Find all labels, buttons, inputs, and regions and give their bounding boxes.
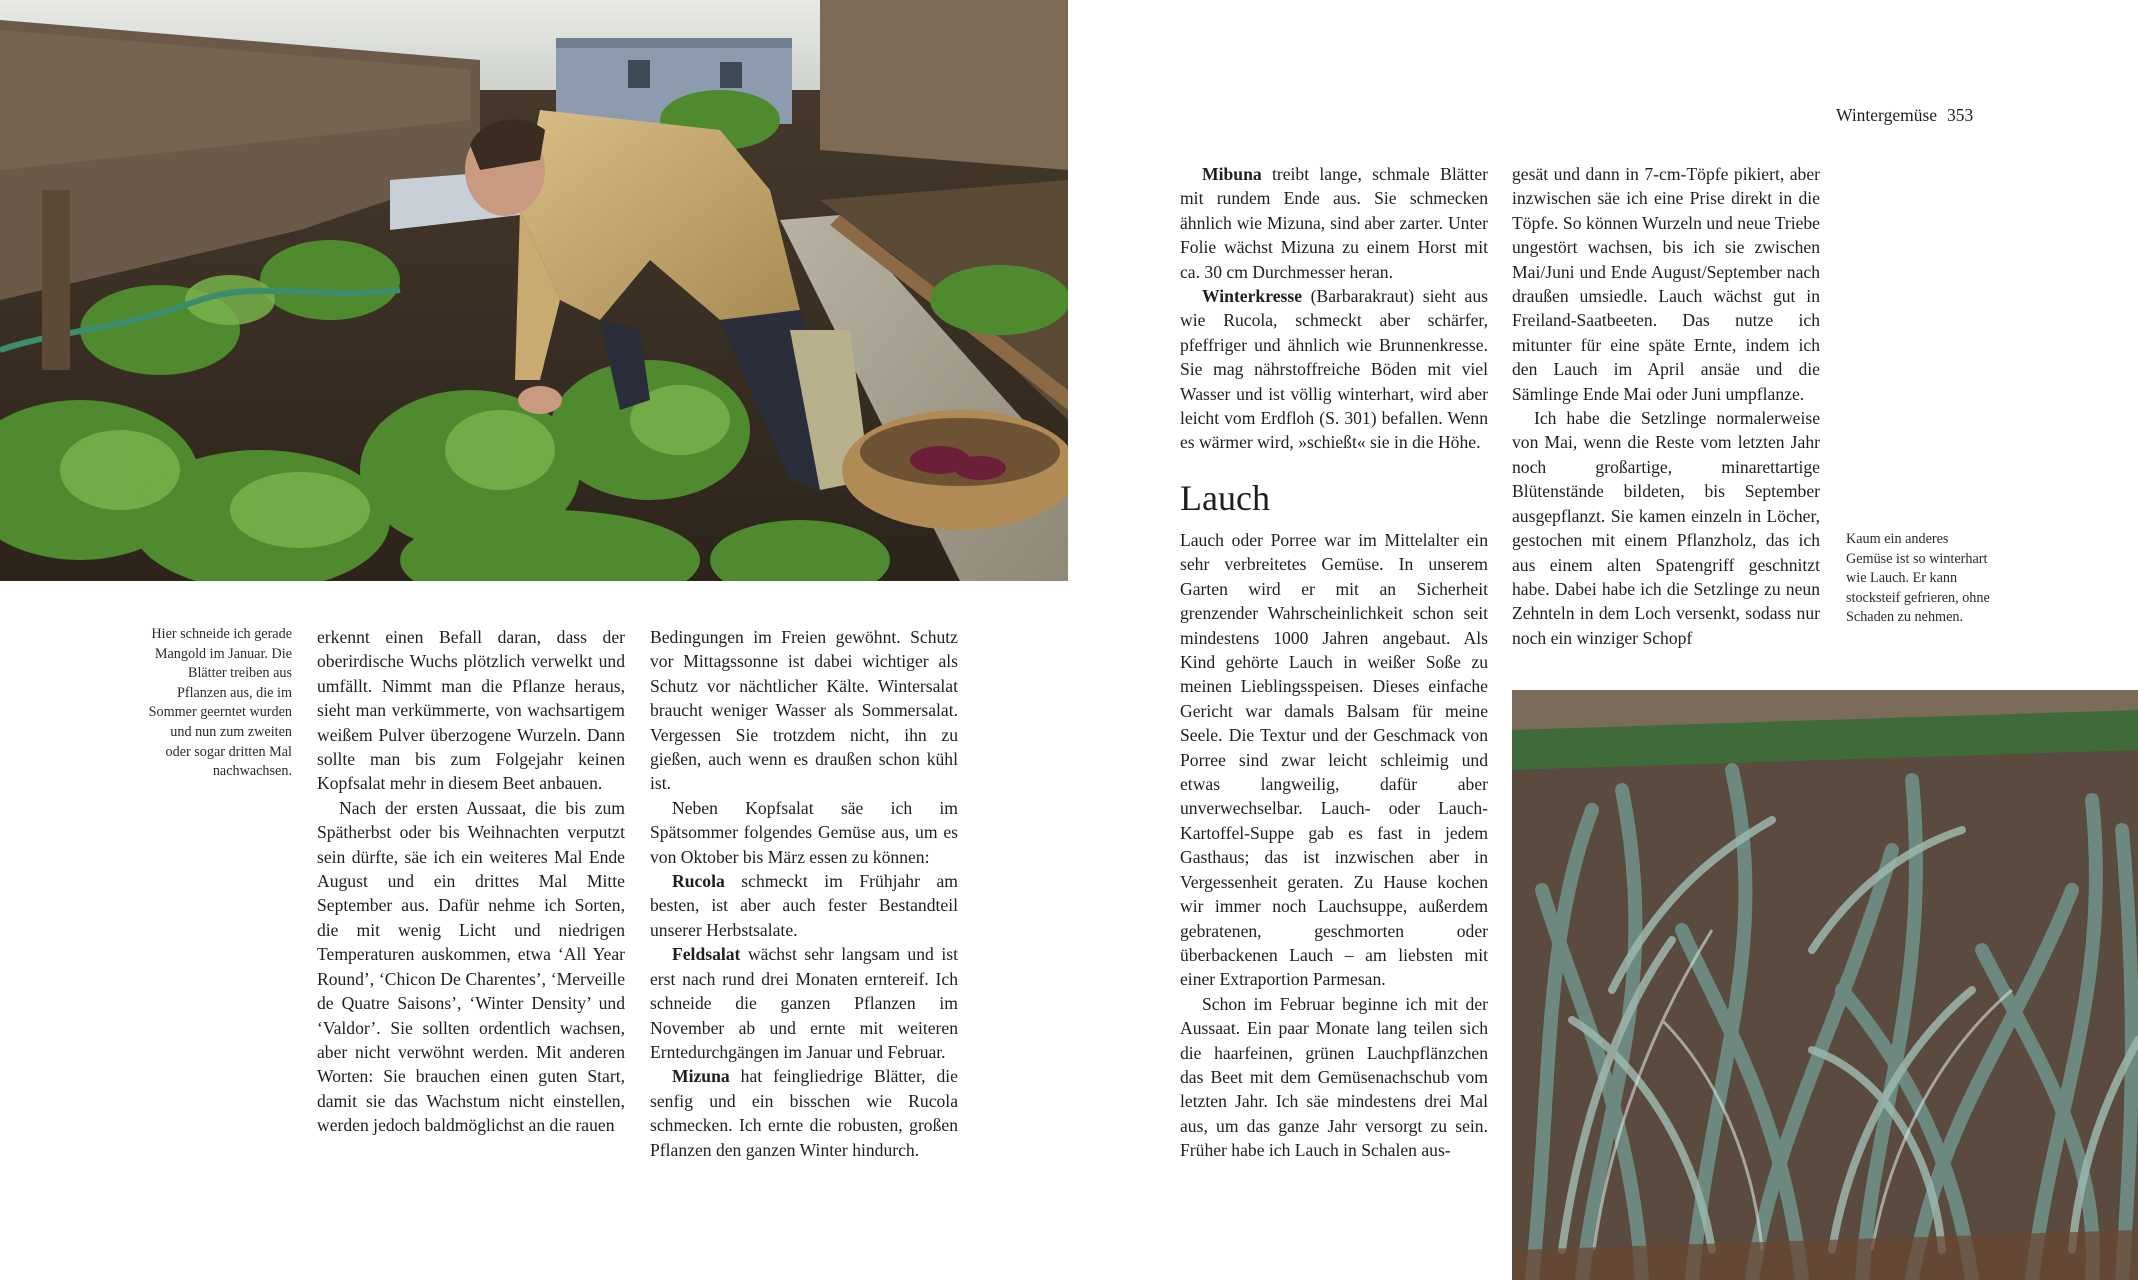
paragraph-rucola: Rucola schmeckt im Frühjahr am besten, ist aber auch fester Bestandteil unserer Herbstsalate.	[650, 871, 958, 940]
paragraph-mibuna: Mibuna treibt lange, schmale Blätter mit rundem Ende aus. Sie schmecken ähnlich wie Mizuna, sind aber zarter. Unter Folie wächst Mizuna zu einem Horst mit ca. 30 cm Durchmesser heran.	[1180, 164, 1488, 282]
photo-gardener-harvesting	[0, 0, 1068, 581]
photo-leek-bed	[1512, 690, 2138, 1280]
term-feldsalat: Feldsalat	[672, 944, 741, 965]
paragraph: Lauch oder Porree war im Mittelalter ein sehr verbreitetes Gemüse. In unserem Garten wird er mit an Sicherheit grenzender Wahrscheinlichkeit schon seit mindestens 1000 Jahren angebaut. Als Kind gehörte Lauch in weißer Soße zu meinen Lieblingsspeisen. Dieses einfache Gericht war damals Balsam für meine Seele. Die Textur und der Geschmack von Porree sind zwar leicht schleimig und etwas langweilig, dafür aber unverwechselbar. Lauch- oder Lauch-Kartoffel-Suppe gab es fast in jedem Gasthaus; das ist inzwischen aber in Vergessenheit geraten. Zu Hause kochen wir immer noch Lauchsuppe, außerdem gebratenen, geschmorten oder überbackenen Lauch – am liebsten mit einer Extraportion Parmesan.	[1180, 530, 1488, 990]
term-mizuna: Mizuna	[672, 1066, 730, 1087]
paragraph: Bedingungen im Freien gewöhnt. Schutz vor Mittagssonne ist dabei wichtiger als Schutz vor nächtlicher Kälte. Wintersalat braucht weniger Wasser als Sommersalat. Vergessen Sie trotzdem nicht, ihn zu gießen, auch wenn es draußen schon kühl ist.	[650, 627, 958, 794]
paragraph: erkennt einen Befall daran, dass der oberirdische Wuchs plötzlich verwelkt und umfällt. Nimmt man die Pflanze heraus, sieht man verkümmerte, von wachsartigem weißem Pulver überzogene Wurzeln. Dann sollte man bis zum Folgejahr keinen Kopfsalat mehr in diesem Beet anbauen.	[317, 627, 625, 794]
paragraph: Schon im Februar beginne ich mit der Aussaat. Ein paar Monate lang teilen sich die haarfeinen, grünen Lauchpflänzchen das Beet mit dem Gemüsenachschub vom letzten Jahr. Ich säe mindestens drei Mal aus, um das ganze Jahr versorgt zu sein. Früher habe ich Lauch in Schalen aus-	[1180, 993, 1488, 1161]
paragraph: Neben Kopfsalat säe ich im Spätsommer folgendes Gemüse aus, um es von Oktober bis März essen zu können:	[650, 797, 958, 867]
page-number: 353	[1947, 105, 1974, 125]
paragraph: Nach der ersten Aussaat, die bis zum Spätherbst oder bis Weihnachten verputzt sein dürfte, säe ich ein weiteres Mal Ende August und ein drittes Mal Mitte September aus. Dafür nehme ich Sorten, die mit wenig Licht und niedrigen Temperaturen auskommen, etwa ‘All Year Round’, ‘Chicon De Charentes’, ‘Merveille de Quatre Saisons’, ‘Winter Density’ und ‘Valdor’. Sie sollten ordentlich wachsen, aber nicht verwöhnt werden. Mit anderen Worten: Sie brauchen einen guten Start, damit sie das Wachstum nicht einstellen, werden jedoch baldmöglichst an die rauen	[317, 797, 625, 1136]
caption-left: Hier schneide ich gerade Mangold im Januar. Die Blätter treiben aus Pflanzen aus, die im Sommer geerntet wurden und nun zum zweiten oder sogar dritten Mal nachwachsen.	[148, 626, 292, 780]
paragraph: Ich habe die Setzlinge normalerweise von Mai, wenn die Reste vom letzten Jahr noch großartige, minarettartige Blütenstände bildeten, bis September ausgepflanzt. Sie kamen einzeln in Löcher, gestochen mit einem Pflanzholz, das ich aus einem alten Spatengriff geschnitzt habe. Dabei habe ich die Setzlinge zu neun Zehnteln in dem Loch versenkt, sodass nur noch ein winziger Schopf	[1512, 408, 1820, 648]
text-column-3-lauch	[1180, 528, 1488, 1163]
text-column-2	[650, 625, 958, 1162]
section-heading-lauch: Lauch	[1180, 478, 1270, 518]
paragraph-winterkresse: Winterkresse (Barbarakraut) sieht aus wie Rucola, schmeckt aber schärfer, pfeffriger und ähnlich wie Brunnenkresse. Sie mag nährstoffreiche Böden mit viel Wasser und ist völlig winterhart, wird aber leicht vom Erdfloh (S. 301) befallen. Wenn es wärmer wird, »schießt« sie in die Höhe.	[1180, 286, 1488, 453]
section-title: Wintergemüse	[1836, 105, 1938, 125]
text-column-1	[317, 625, 625, 1138]
paragraph-mizuna: Mizuna hat feingliedrige Blätter, die senfig und ein bisschen wie Rucola schmecken. Ich ernte die robusten, großen Pflanzen den ganzen Winter hindurch.	[650, 1066, 958, 1160]
term-rucola: Rucola	[672, 871, 725, 892]
paragraph: gesät und dann in 7-cm-Töpfe pikiert, aber inzwischen säe ich eine Prise direkt in die Töpfe. So können Wurzeln und neue Triebe ungestört wachsen, bis ich sie zwischen Mai/Juni und Ende August/September nach draußen umsiedle. Lauch wächst gut in Freiland-Saatbeeten. Das nutze ich mitunter für eine späte Ernte, indem ich den Lauch im April ansäe und die Sämlinge Ende Mai oder Juni umpflanze.	[1512, 164, 1820, 404]
term-mibuna: Mibuna	[1202, 164, 1262, 184]
caption-right: Kaum ein anderes Gemüse ist so winterhart wie Lauch. Er kann stocksteif gefrieren, ohne Schaden zu nehmen.	[1846, 531, 1990, 626]
running-header	[1836, 104, 1973, 126]
text-column-3	[1180, 162, 1488, 455]
text-column-4	[1512, 162, 1820, 650]
paragraph-feldsalat: Feldsalat wächst sehr langsam und ist erst nach rund drei Monaten erntereif. Ich schneide die ganzen Pflanzen im November ab und ernte mit weiteren Erntedurchgängen im Januar und Februar.	[650, 944, 958, 1062]
term-winterkresse: Winterkresse	[1202, 286, 1303, 307]
